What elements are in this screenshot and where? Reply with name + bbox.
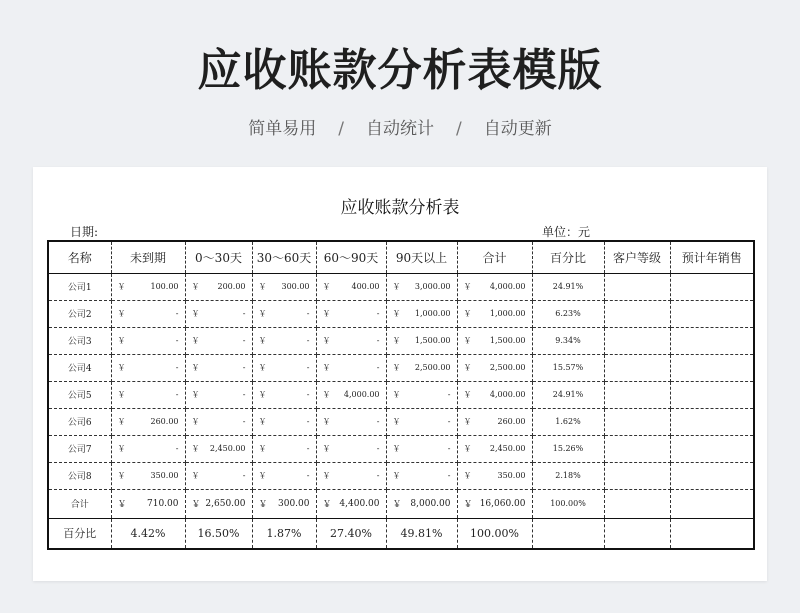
amount-cell[interactable]: [111, 462, 185, 489]
amount-cell[interactable]: [185, 435, 252, 462]
amount-cell[interactable]: [252, 327, 316, 354]
currency-symbol: ￥: [191, 390, 200, 399]
currency-symbol: ￥: [463, 417, 472, 426]
amount-cell[interactable]: [386, 300, 457, 327]
col-header-over-90: 90天以上: [386, 241, 457, 273]
company-name-cell[interactable]: 公司2: [48, 300, 111, 327]
amount-cell[interactable]: [316, 381, 386, 408]
table-row: [48, 462, 754, 489]
grade-cell[interactable]: [604, 435, 670, 462]
col-header-name: 名称: [48, 241, 111, 273]
amount-cell[interactable]: [386, 327, 457, 354]
amount-cell[interactable]: [185, 354, 252, 381]
grade-cell[interactable]: [604, 408, 670, 435]
total-label-cell: 合计: [48, 489, 111, 518]
amount-value: -: [175, 363, 179, 372]
percent-cell[interactable]: 15.26%: [532, 435, 604, 462]
tag-separator: /: [456, 119, 462, 139]
amount-value: 1,000.00: [489, 309, 526, 318]
table-row: [48, 327, 754, 354]
table-row: [48, 273, 754, 300]
header-row: [48, 241, 754, 273]
amount-value: 200.00: [217, 282, 246, 291]
col-header-forecast: 预计年销售: [670, 241, 754, 273]
col-header-30-60: 30～60天: [252, 241, 316, 273]
table-row: [48, 435, 754, 462]
total-row: [48, 489, 754, 518]
amount-value: 300.00: [281, 282, 310, 291]
forecast-cell[interactable]: [670, 489, 754, 518]
currency-symbol: ￥: [191, 471, 200, 480]
amount-cell[interactable]: [386, 354, 457, 381]
amount-cell[interactable]: [252, 408, 316, 435]
amount-cell[interactable]: [457, 489, 532, 518]
amount-cell[interactable]: [457, 435, 532, 462]
currency-symbol: ￥: [463, 390, 472, 399]
currency-symbol: ￥: [322, 390, 331, 399]
amount-value: 260.00: [150, 417, 179, 426]
amount-cell[interactable]: [111, 327, 185, 354]
percent-cell[interactable]: 24.91%: [532, 273, 604, 300]
amount-cell[interactable]: [185, 381, 252, 408]
amount-cell[interactable]: [386, 462, 457, 489]
currency-symbol: ￥: [392, 390, 401, 399]
amount-cell[interactable]: [185, 489, 252, 518]
amount-cell[interactable]: [316, 273, 386, 300]
table-row: [48, 381, 754, 408]
company-name-cell[interactable]: 公司7: [48, 435, 111, 462]
amount-cell[interactable]: [457, 273, 532, 300]
amount-value: 100.00: [150, 282, 179, 291]
amount-cell[interactable]: [316, 489, 386, 518]
currency-symbol: ￥: [322, 500, 332, 510]
amount-cell[interactable]: [252, 462, 316, 489]
grade-cell[interactable]: [604, 354, 670, 381]
amount-value: 4,000.00: [489, 390, 526, 399]
currency-symbol: ￥: [191, 363, 200, 372]
amount-value: 4,000.00: [343, 390, 380, 399]
currency-symbol: ￥: [463, 500, 473, 510]
amount-value: -: [306, 336, 310, 345]
amount-value: -: [306, 363, 310, 372]
currency-symbol: ￥: [258, 390, 267, 399]
currency-symbol: ￥: [191, 444, 200, 453]
amount-cell[interactable]: [316, 354, 386, 381]
amount-cell[interactable]: [185, 300, 252, 327]
currency-symbol: ￥: [258, 336, 267, 345]
currency-symbol: ￥: [463, 336, 472, 345]
ratio-label-cell: 百分比: [48, 518, 111, 549]
amount-value: -: [376, 336, 380, 345]
amount-value: -: [376, 363, 380, 372]
col-header-0-30: 0～30天: [185, 241, 252, 273]
amount-value: 350.00: [150, 471, 179, 480]
amount-value: -: [306, 417, 310, 426]
amount-value: 3,000.00: [414, 282, 451, 291]
currency-symbol: ￥: [117, 336, 126, 345]
currency-symbol: ￥: [392, 282, 401, 291]
amount-value: -: [306, 309, 310, 318]
amount-cell[interactable]: [252, 435, 316, 462]
amount-cell[interactable]: [111, 381, 185, 408]
amount-cell[interactable]: [111, 489, 185, 518]
amount-cell[interactable]: [457, 354, 532, 381]
tag-auto-update: 自动更新: [483, 119, 552, 139]
forecast-cell[interactable]: [670, 408, 754, 435]
currency-symbol: ￥: [191, 500, 201, 510]
table-row: [48, 354, 754, 381]
amount-value: -: [376, 417, 380, 426]
amount-value: 2,450.00: [489, 444, 526, 453]
currency-symbol: ￥: [117, 309, 126, 318]
amount-cell[interactable]: [457, 300, 532, 327]
amount-value: -: [447, 471, 451, 480]
currency-symbol: ￥: [258, 363, 267, 372]
currency-symbol: ￥: [392, 417, 401, 426]
company-name-cell[interactable]: 公司3: [48, 327, 111, 354]
table-row: [48, 300, 754, 327]
amount-value: -: [175, 444, 179, 453]
amount-cell[interactable]: [185, 462, 252, 489]
currency-symbol: ￥: [322, 336, 331, 345]
currency-symbol: ￥: [463, 309, 472, 318]
currency-symbol: ￥: [117, 444, 126, 453]
amount-value: -: [376, 471, 380, 480]
currency-symbol: ￥: [463, 471, 472, 480]
sheet-title: 应收账款分析表: [340, 198, 460, 218]
amount-cell[interactable]: [457, 327, 532, 354]
amount-value: -: [447, 417, 451, 426]
forecast-cell[interactable]: [670, 273, 754, 300]
amount-cell[interactable]: [185, 273, 252, 300]
amount-cell[interactable]: [316, 408, 386, 435]
amount-cell[interactable]: [252, 489, 316, 518]
amount-value: -: [447, 390, 451, 399]
amount-cell[interactable]: [386, 408, 457, 435]
amount-value: -: [242, 309, 246, 318]
amount-cell[interactable]: [252, 354, 316, 381]
amount-value: 400.00: [351, 282, 380, 291]
currency-symbol: ￥: [322, 309, 331, 318]
amount-value: 1,000.00: [414, 309, 451, 318]
amount-value: 16,060.00: [479, 498, 526, 509]
amount-cell[interactable]: [386, 489, 457, 518]
forecast-cell[interactable]: [670, 300, 754, 327]
amount-value: -: [306, 390, 310, 399]
amount-cell[interactable]: [252, 300, 316, 327]
ratio-cell[interactable]: 49.81%: [386, 518, 457, 549]
currency-symbol: ￥: [117, 282, 126, 291]
grade-cell[interactable]: [604, 273, 670, 300]
currency-symbol: ￥: [463, 282, 472, 291]
currency-symbol: ￥: [258, 471, 267, 480]
tag-auto-stats: 自动统计: [366, 119, 434, 139]
currency-symbol: ￥: [117, 500, 127, 510]
col-header-grade: 客户等级: [604, 241, 670, 273]
unit-label: 单位：元: [542, 225, 591, 239]
ratio-cell[interactable]: 16.50%: [185, 518, 252, 549]
empty-cell[interactable]: [604, 518, 670, 549]
currency-symbol: ￥: [392, 500, 402, 510]
date-label: 日期:: [70, 225, 99, 239]
currency-symbol: ￥: [392, 336, 401, 345]
currency-symbol: ￥: [191, 309, 200, 318]
amount-value: -: [175, 336, 179, 345]
amount-value: -: [376, 309, 380, 318]
amount-cell[interactable]: [457, 381, 532, 408]
currency-symbol: ￥: [191, 336, 200, 345]
company-name-cell[interactable]: 公司5: [48, 381, 111, 408]
company-name-cell[interactable]: 公司1: [48, 273, 111, 300]
amount-value: -: [242, 363, 246, 372]
amount-cell[interactable]: [252, 381, 316, 408]
company-name-cell[interactable]: 公司6: [48, 408, 111, 435]
amount-value: -: [306, 471, 310, 480]
ratio-row: [48, 518, 754, 549]
currency-symbol: ￥: [392, 444, 401, 453]
amount-value: 2,650.00: [205, 498, 246, 509]
tag-easy: 简单易用: [248, 119, 317, 139]
amount-value: 8,000.00: [410, 498, 451, 509]
amount-cell[interactable]: [457, 408, 532, 435]
amount-value: -: [175, 309, 179, 318]
empty-cell[interactable]: [670, 518, 754, 549]
amount-value: 4,000.00: [489, 282, 526, 291]
percent-cell[interactable]: 1.62%: [532, 408, 604, 435]
ratio-cell[interactable]: 27.40%: [316, 518, 386, 549]
currency-symbol: ￥: [392, 471, 401, 480]
ratio-cell[interactable]: 100.00%: [457, 518, 532, 549]
percent-cell[interactable]: 6.23%: [532, 300, 604, 327]
grade-cell[interactable]: [604, 381, 670, 408]
amount-value: -: [175, 390, 179, 399]
forecast-cell[interactable]: [670, 435, 754, 462]
amount-value: 2,500.00: [489, 363, 526, 372]
percent-cell[interactable]: 24.91%: [532, 381, 604, 408]
currency-symbol: ￥: [258, 444, 267, 453]
amount-cell[interactable]: [111, 300, 185, 327]
currency-symbol: ￥: [258, 309, 267, 318]
grade-cell[interactable]: [604, 489, 670, 518]
currency-symbol: ￥: [117, 471, 126, 480]
amount-value: -: [242, 336, 246, 345]
amount-cell[interactable]: [185, 327, 252, 354]
currency-symbol: ￥: [463, 363, 472, 372]
forecast-cell[interactable]: [670, 462, 754, 489]
amount-value: -: [242, 390, 246, 399]
feature-tagline: [0, 114, 800, 139]
col-header-not-due: 未到期: [111, 241, 185, 273]
amount-value: 300.00: [278, 498, 310, 509]
currency-symbol: ￥: [191, 282, 200, 291]
col-header-60-90: 60～90天: [316, 241, 386, 273]
currency-symbol: ￥: [117, 390, 126, 399]
company-name-cell[interactable]: 公司8: [48, 462, 111, 489]
amount-cell[interactable]: [111, 273, 185, 300]
company-name-cell[interactable]: 公司4: [48, 354, 111, 381]
currency-symbol: ￥: [392, 363, 401, 372]
currency-symbol: ￥: [322, 471, 331, 480]
empty-cell[interactable]: [532, 518, 604, 549]
currency-symbol: ￥: [258, 417, 267, 426]
amount-value: 710.00: [147, 498, 179, 509]
percent-cell[interactable]: 2.18%: [532, 462, 604, 489]
amount-value: -: [242, 471, 246, 480]
percent-cell[interactable]: 15.57%: [532, 354, 604, 381]
currency-symbol: ￥: [117, 363, 126, 372]
amount-value: -: [376, 444, 380, 453]
currency-symbol: ￥: [191, 417, 200, 426]
amount-cell[interactable]: [316, 462, 386, 489]
grade-cell[interactable]: [604, 462, 670, 489]
amount-cell[interactable]: [252, 273, 316, 300]
amount-cell[interactable]: [316, 300, 386, 327]
amount-cell[interactable]: [386, 435, 457, 462]
grade-cell[interactable]: [604, 300, 670, 327]
amount-value: 4,400.00: [339, 498, 380, 509]
col-header-total: 合计: [457, 241, 532, 273]
amount-cell[interactable]: [457, 462, 532, 489]
ratio-cell[interactable]: 4.42%: [111, 518, 185, 549]
currency-symbol: ￥: [117, 417, 126, 426]
currency-symbol: ￥: [258, 282, 267, 291]
receivables-table: [47, 240, 755, 550]
currency-symbol: ￥: [322, 363, 331, 372]
page-title: 应收账款分析表模版: [197, 45, 603, 96]
amount-cell[interactable]: [111, 354, 185, 381]
currency-symbol: ￥: [392, 309, 401, 318]
table-row: [48, 408, 754, 435]
amount-cell[interactable]: [316, 327, 386, 354]
forecast-cell[interactable]: [670, 354, 754, 381]
amount-value: 1,500.00: [489, 336, 526, 345]
tag-separator: /: [338, 119, 344, 139]
currency-symbol: ￥: [463, 444, 472, 453]
amount-value: 2,500.00: [414, 363, 451, 372]
amount-cell[interactable]: [111, 408, 185, 435]
col-header-percent: 百分比: [532, 241, 604, 273]
currency-symbol: ￥: [258, 500, 268, 510]
percent-cell[interactable]: 9.34%: [532, 327, 604, 354]
amount-value: 2,450.00: [209, 444, 246, 453]
currency-symbol: ￥: [322, 417, 331, 426]
amount-cell[interactable]: [386, 273, 457, 300]
amount-cell[interactable]: [185, 408, 252, 435]
amount-value: -: [306, 444, 310, 453]
amount-cell[interactable]: [316, 435, 386, 462]
forecast-cell[interactable]: [670, 381, 754, 408]
grade-cell[interactable]: [604, 327, 670, 354]
amount-cell[interactable]: [386, 381, 457, 408]
amount-value: 350.00: [497, 471, 526, 480]
currency-symbol: ￥: [322, 282, 331, 291]
currency-symbol: ￥: [322, 444, 331, 453]
amount-value: -: [447, 444, 451, 453]
forecast-cell[interactable]: [670, 327, 754, 354]
amount-value: 260.00: [497, 417, 526, 426]
total-percent-cell[interactable]: 100.00%: [532, 489, 604, 518]
amount-value: 1,500.00: [414, 336, 451, 345]
amount-cell[interactable]: [111, 435, 185, 462]
ratio-cell[interactable]: 1.87%: [252, 518, 316, 549]
amount-value: -: [242, 417, 246, 426]
